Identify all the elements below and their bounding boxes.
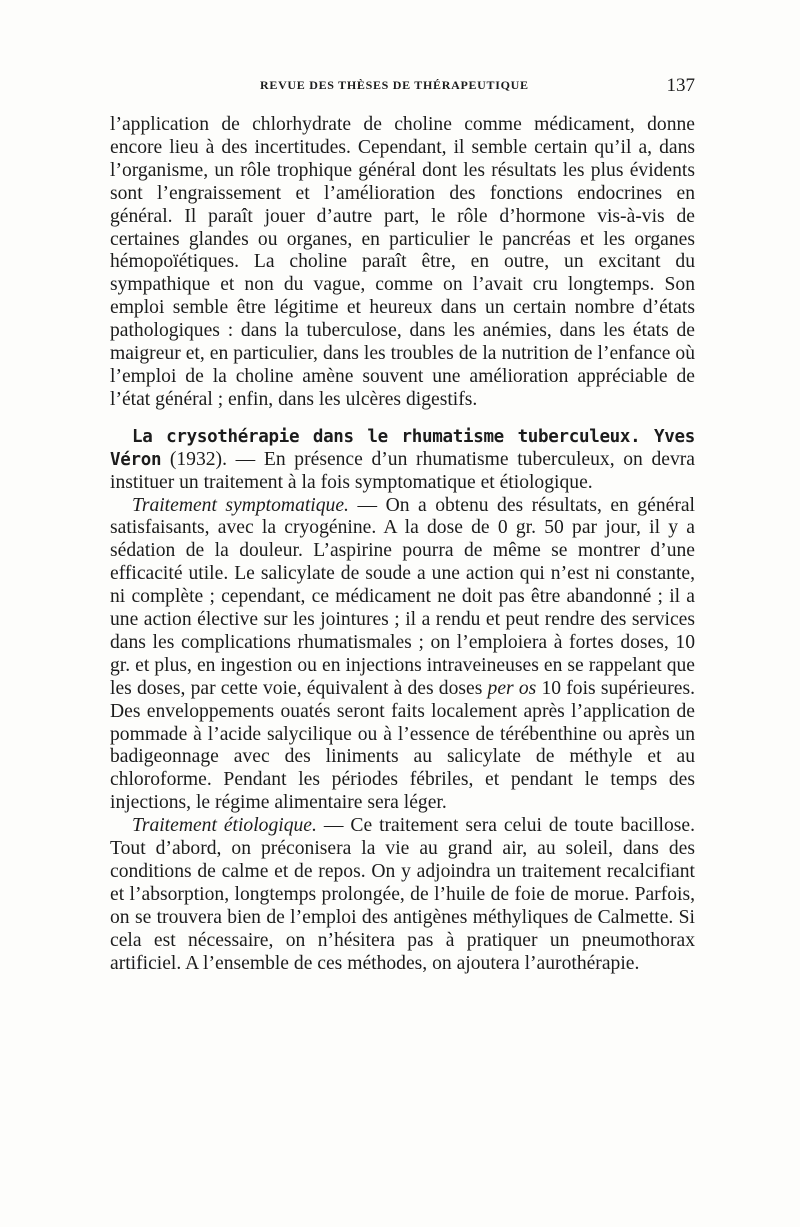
etiological-heading: Traitement étiologique. [132,815,317,837]
latin-per-os: per os [487,677,537,699]
paragraph-choline: l’application de chlorhydrate de choline comme médicament, donne encore lieu à des incertitudes. Cependant, il semble certain qu’il a, dans l’organisme, un rôle trophique général dont les résultats les plus évidents sont l’engraissement et l’amélioration des fonctions endocrines en général. Il paraît jouer d’autre part, le rôle d’hormone vis-à-vis de certaines glandes ou organes, en particulier le pancréas et les organes hémopoïétiques. La choline paraît être, en outre, un excitant du sympathique et non du vague, comme on l’avait cru longtemps. Son emploi semble être légitime et heureux dans un certain nombre d’états pathologiques : dans la tuberculose, dans les anémies, dans les états de maigreur et, en particulier, dans les troubles de la nutrition de l’enfance où l’emploi de la choline amène souvent une amélioration appréciable de l’état général ; enfin, dans les ulcères digestifs. [110,114,695,410]
article-title: La crysothérapie dans le rhumatisme tuberculeux. Yves Véron [110,426,695,470]
symptomatic-heading: Traitement symptomatique. [132,494,349,516]
symptomatic-text-a: — On a obtenu des résultats, en général satisfaisants, avec la cryogénine. A la dose de 0 gr. 50 par jour, il y a sédation de la douleur. L’aspirine pourra de même se montrer d’une efficacité utile. Le salicylate de soude a une action qui n’est ni constante, ni complète ; cependant, ce médicament ne doit pas être abandonné ; il a une action élective sur les jointures ; il a rendu et peut rendre des services dans les complications rhumatismales ; on l’emploiera à fortes doses, 10 gr. et plus, en ingestion ou en injections intraveineuses en se rappelant que les doses, par cette voie, équivalent à des doses [110,494,695,699]
article-intro-text: — En présence d’un rhumatisme tuberculeux, on devra instituer un traitement à la fois symptomatique et étiologique. [110,448,695,493]
article-year: (1932). [169,448,227,470]
page-header [110,76,695,100]
page-number: 137 [666,75,695,96]
article-intro-paragraph [110,426,695,495]
body-text [110,114,695,976]
symptomatic-text-b: 10 fois supérieures. Des enveloppements ouatés seront faits localement après l’application de pommade à l’acide salycilique ou à l’essence de térébenthine ou après un badigeonnage avec des liniments au salicylate de méthyle et au chloroforme. Pendant les périodes fébriles, et pendant le temps des injections, le régime alimentaire sera léger. [110,677,695,814]
etiological-text: — Ce traitement sera celui de toute bacillose. Tout d’abord, on préconisera la vie au grand air, au soleil, dans des conditions de calme et de repos. On y adjoindra un traitement recalcifiant et l’absorption, longtemps prolongée, de l’huile de foie de morue. Parfois, on se trouvera bien de l’emploi des antigènes méthyliques de Calmette. Si cela est nécessaire, on n’hésitera pas à pratiquer un pneumothorax artificiel. A l’ensemble de ces méthodes, on ajoutera l’aurothérapie. [110,815,695,974]
symptomatic-paragraph [110,495,695,816]
etiological-paragraph [110,815,695,975]
running-title: REVUE DES THÈSES DE THÉRAPEUTIQUE [260,78,529,92]
